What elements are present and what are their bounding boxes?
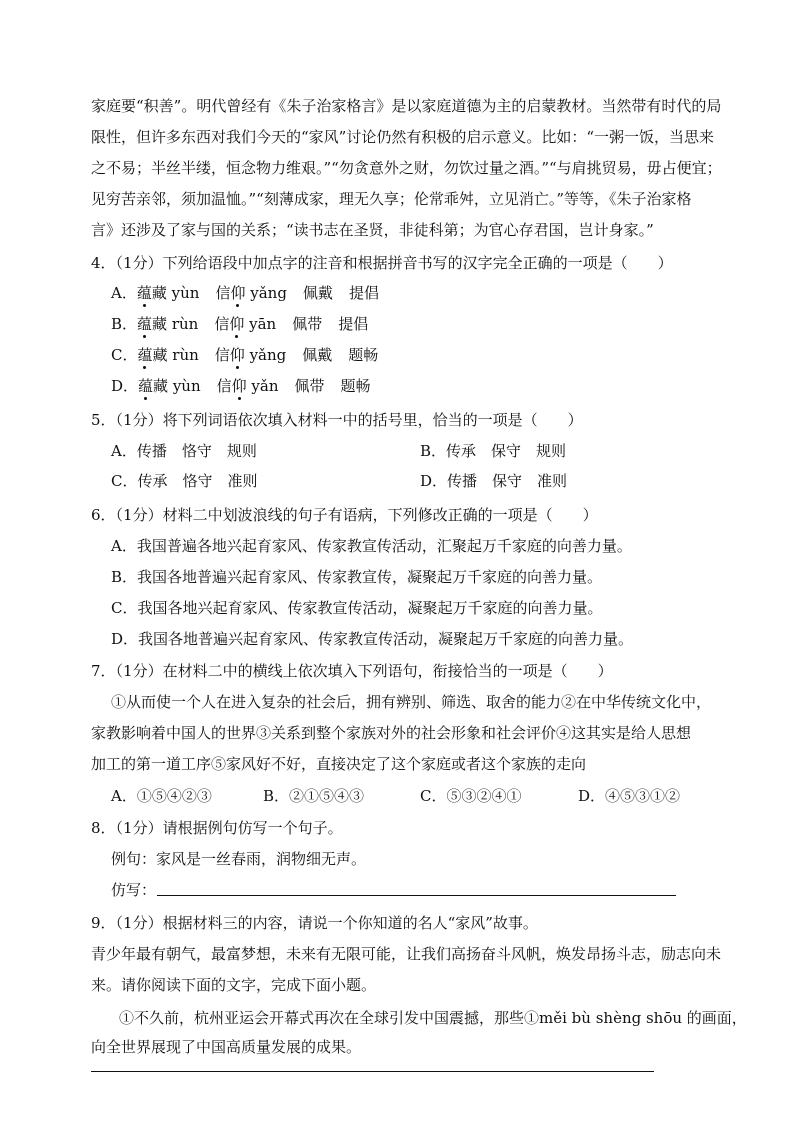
- question-5-option-b: B．传承 保守 规则: [420, 442, 567, 460]
- answer-line[interactable]: [157, 895, 676, 896]
- question-5-option-d: D．传播 保守 准则: [420, 472, 568, 490]
- question-7-material-line-3: 加工的第一道工序⑤家风好不好，直接决定了这个家庭或者这个家族的走向: [91, 755, 587, 773]
- question-8-stem: 8．（1分）请根据例句仿写一个句子。: [91, 819, 343, 837]
- question-8-example: 例句：家风是一丝春雨，润物细无声。: [111, 850, 367, 868]
- option-label: B．: [111, 315, 138, 333]
- option-text: 藏 rùn: [152, 346, 199, 364]
- intro-line-4: 见穷苦亲邻，须加温恤。”“刻薄成家，理无久享；伦常乖舛，立见消亡。”等等，《朱子治家格: [91, 190, 692, 208]
- dotted-char: 蕴: [137, 346, 153, 364]
- question-5-stem: 5．（1分）将下列词语依次填入材料一中的括号里，恰当的一项是（ ）: [91, 411, 583, 429]
- option-text: 信: [214, 346, 230, 364]
- option-text: yǎn: [246, 377, 279, 395]
- option-text: 藏 yùn: [151, 284, 200, 302]
- option-text: 佩戴: [302, 284, 333, 302]
- question-4-stem: 4．（1分）下列给语段中加点字的注音和根据拼音书写的汉字完全正确的一项是（ ）: [91, 254, 673, 272]
- question-9-stem: 9．（1分）根据材料三的内容，请说一个你知道的名人“家风”故事。: [91, 914, 538, 932]
- option-text: 信: [214, 315, 230, 333]
- question-5-option-a: A．传播 恪守 规则: [111, 442, 257, 460]
- option-text: 藏 yùn: [153, 377, 201, 395]
- question-8-imitate-label: 仿写：: [111, 881, 157, 899]
- option-text: 信: [216, 377, 232, 395]
- option-text: yǎng: [244, 346, 287, 364]
- option-text: 题畅: [340, 377, 371, 395]
- question-7-material-line-2: 家教影响着中国人的世界③关系到整个家族对外的社会形象和社会评价④这其实是给人思想: [91, 724, 692, 742]
- intro-line-1: 家庭要“积善”。明代曾经有《朱子治家格言》是以家庭道德为主的启蒙教材。当然带有时代的局: [91, 97, 722, 115]
- dotted-char: 蕴: [138, 377, 154, 395]
- dotted-char: 仰: [229, 315, 245, 333]
- option-text: 藏 rùn: [152, 315, 199, 333]
- option-text: yǎng: [245, 284, 287, 302]
- question-4-option-a: [111, 283, 379, 303]
- question-6-option-b: B．我国各地普遍兴起育家风、传家教宣传，凝聚起万千家庭的向善力量。: [111, 568, 603, 586]
- dotted-char: 仰: [231, 377, 247, 395]
- question-7-option-d: D．④⑤③①②: [578, 787, 681, 805]
- dotted-char: 蕴: [136, 284, 152, 302]
- question-6-option-c: C．我国各地兴起育家风、传家教宣传活动，凝聚起万千家庭的向善力量。: [111, 599, 603, 617]
- option-text: 题畅: [348, 346, 379, 364]
- passage-text: ①不久前，杭州亚运会开幕式再次在全球引发中国震撼，那些①: [119, 1009, 540, 1027]
- question-4-option-b: [111, 314, 368, 334]
- question-7-material-line-1: ①从而使一个人在进入复杂的社会后，拥有辨别、筛选、取舍的能力②在中华传统文化中，: [111, 693, 712, 711]
- option-text: 提倡: [338, 315, 369, 333]
- passage-line-1: [119, 1008, 747, 1028]
- reading-intro-line-2: 来。请你阅读下面的文字，完成下面小题。: [91, 976, 377, 994]
- question-5-option-c: C．传承 恪守 准则: [111, 472, 258, 490]
- pinyin-text: měi bù shèng shōu: [539, 1009, 683, 1027]
- option-text: 佩带: [294, 377, 325, 395]
- question-7-option-b: B．②①⑤④③: [263, 787, 365, 805]
- question-7-stem: 7．（1分）在材料二中的横线上依次填入下列语句，衔接恰当的一项是（ ）: [91, 662, 613, 680]
- dotted-char: 蕴: [137, 315, 153, 333]
- question-6-stem: 6．（1分）材料二中划波浪线的句子有语病，下列修改正确的一项是（ ）: [91, 506, 598, 524]
- question-7-option-c: C．⑤③②④①: [420, 787, 522, 805]
- question-4-option-d: [111, 376, 371, 396]
- option-label: C．: [111, 346, 138, 364]
- question-6-option-d: D．我国各地普遍兴起育家风、传家教宣传活动，凝聚起万千家庭的向善力量。: [111, 630, 634, 648]
- intro-line-2: 限性，但许多东西对我们今天的“家风”讨论仍然有积极的启示意义。比如：“一粥一饭，当思来: [91, 128, 715, 146]
- intro-line-5: 言》还涉及了家与国的关系；“读书志在圣贤，非徒科第；为官心存君国，岂计身家。”: [91, 221, 654, 239]
- divider-line: [91, 1071, 654, 1072]
- option-text: yān: [244, 315, 277, 333]
- reading-intro-line-1: 青少年最有朝气，最富梦想，未来有无限可能，让我们高扬奋斗风帆，焕发昂扬斗志，励志向未: [91, 945, 722, 963]
- option-text: 佩带: [292, 315, 323, 333]
- question-4-option-c: [111, 345, 378, 365]
- question-6-option-a: A．我国普遍各地兴起育家风、传家教宣传活动，汇聚起万千家庭的向善力量。: [111, 537, 632, 555]
- dotted-char: 仰: [230, 284, 246, 302]
- dotted-char: 仰: [229, 346, 245, 364]
- option-text: 佩戴: [302, 346, 333, 364]
- intro-line-3: 之不易；半丝半缕，恒念物力维艰。”“勿贪意外之财，勿饮过量之酒。”“与肩挑贸易，毋占便宜；: [91, 159, 722, 177]
- option-text: 提倡: [348, 284, 379, 302]
- question-7-option-a: A．①⑤④②③: [111, 787, 212, 805]
- option-text: 信: [215, 284, 231, 302]
- option-label: D．: [111, 377, 139, 395]
- option-label: A．: [111, 284, 137, 302]
- passage-text: 的画面，: [682, 1009, 747, 1027]
- passage-line-2: 向全世界展现了中国高质量发展的成果。: [91, 1038, 362, 1056]
